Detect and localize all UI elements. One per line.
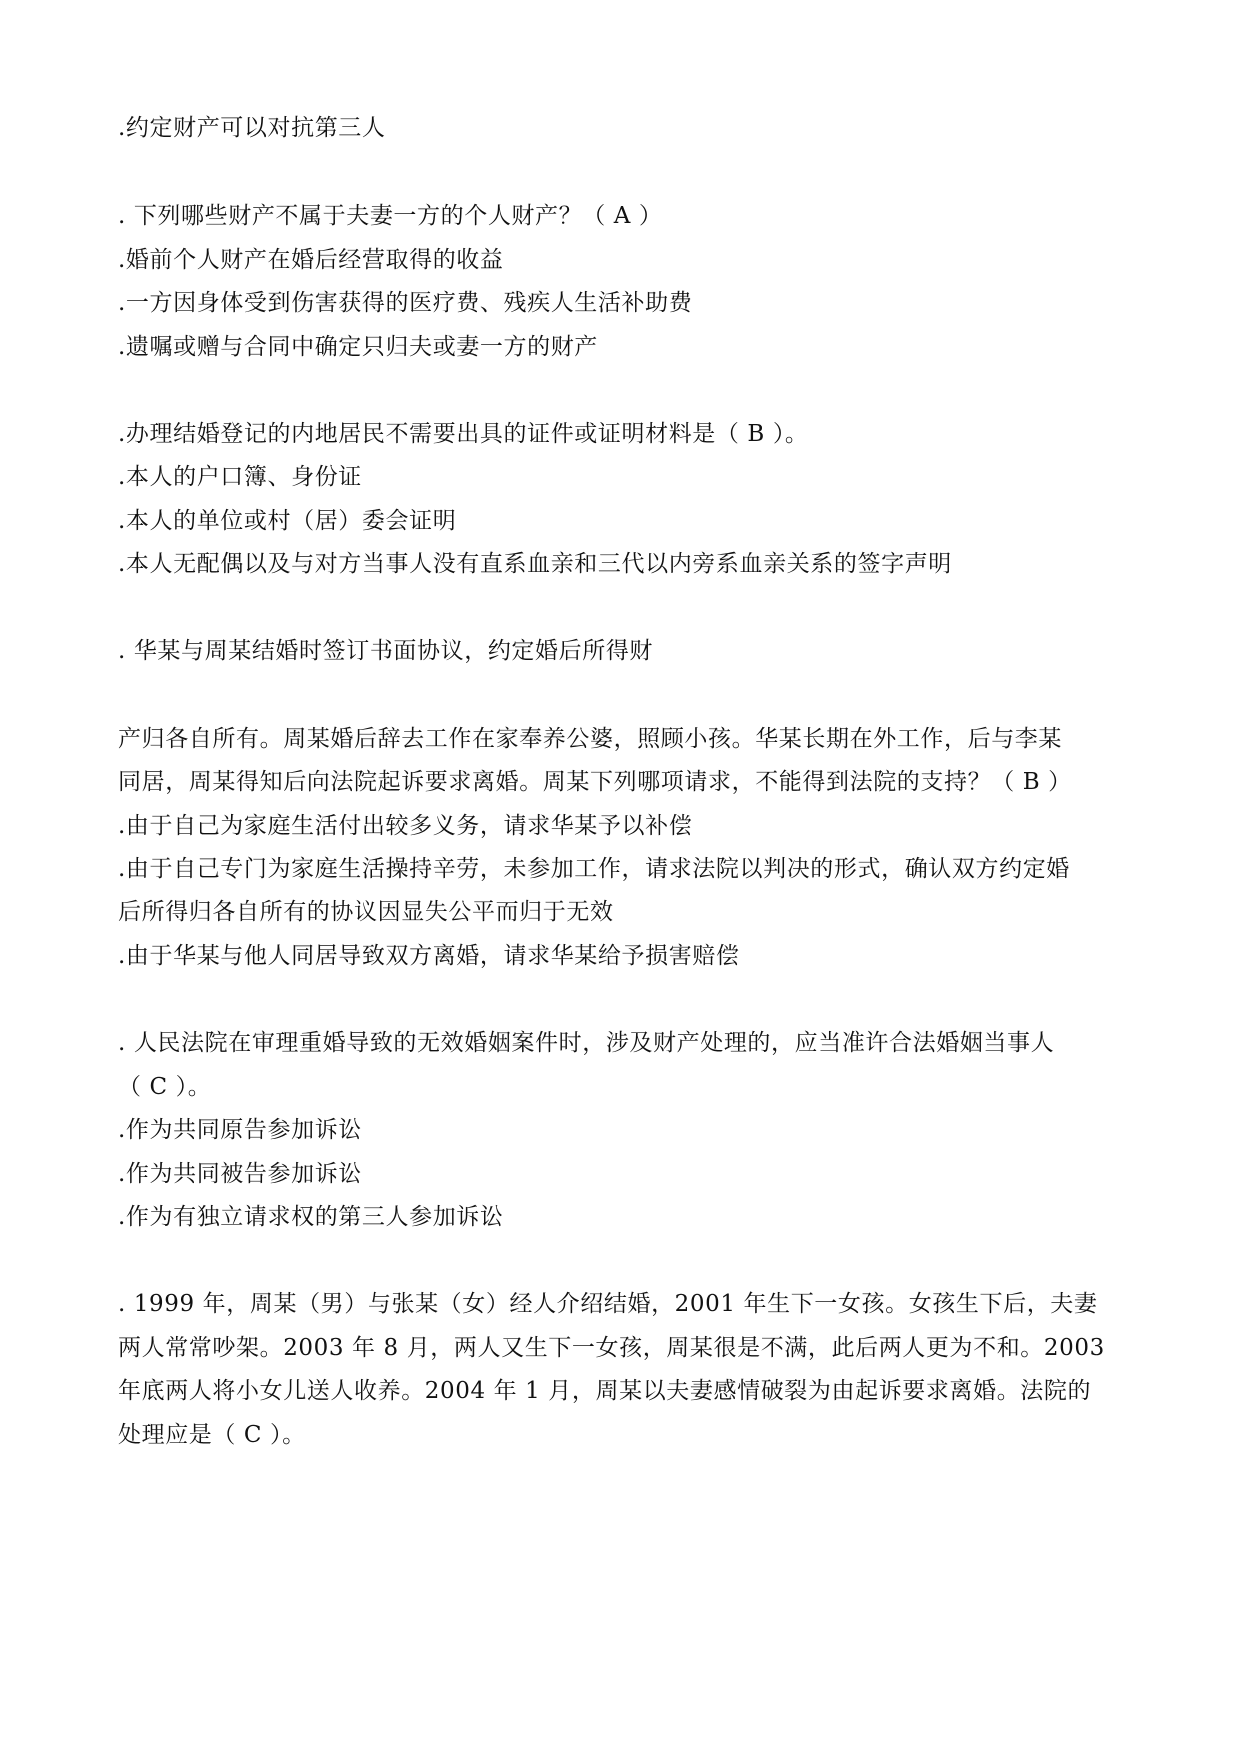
option-line: .作为共同被告参加诉讼	[118, 1161, 362, 1187]
question-line-continued: （ C ）。	[118, 1074, 212, 1100]
question-line: . 下列哪些财产不属于夫妻一方的个人财产？（ A ）	[118, 203, 663, 229]
option-line: .由于自己专门为家庭生活操持辛劳，未参加工作，请求法院以判决的形式，确认双方约定婚	[118, 856, 1070, 882]
text-line: .约定财产可以对抗第三人	[118, 115, 386, 141]
question-line: .办理结婚登记的内地居民不需要出具的证件或证明材料是（ B ）。	[118, 421, 809, 447]
option-line: .一方因身体受到伤害获得的医疗费、残疾人生活补助费	[118, 290, 693, 316]
option-line: .遗嘱或赠与合同中确定只归夫或妻一方的财产	[118, 334, 598, 360]
question-line: . 人民法院在审理重婚导致的无效婚姻案件时，涉及财产处理的，应当准许合法婚姻当事人	[118, 1030, 1055, 1056]
option-line: .由于自己为家庭生活付出较多义务，请求华某予以补偿	[118, 813, 693, 839]
paragraph-line: 同居，周某得知后向法院起诉要求离婚。周某下列哪项请求，不能得到法院的支持？（ B ）	[118, 769, 1072, 795]
paragraph-line: 产归各自所有。周某婚后辞去工作在家奉养公婆，照顾小孩。华某长期在外工作，后与李某	[118, 726, 1062, 752]
option-line: .本人无配偶以及与对方当事人没有直系血亲和三代以内旁系血亲关系的签字声明	[118, 551, 952, 577]
option-line: .本人的单位或村（居）委会证明	[118, 508, 457, 534]
question-line: . 华某与周某结婚时签订书面协议，约定婚后所得财	[118, 638, 654, 664]
option-line: .作为共同原告参加诉讼	[118, 1117, 362, 1143]
option-line: .本人的户口簿、身份证	[118, 464, 362, 490]
question-line: . 1999 年，周某（男）与张某（女）经人介绍结婚，2001 年生下一女孩。女孩生下后，夫妻	[118, 1291, 1098, 1317]
option-line: .由于华某与他人同居导致双方离婚，请求华某给予损害赔偿	[118, 943, 740, 969]
question-line-continued: 处理应是（ C ）。	[118, 1422, 306, 1448]
option-line-continued: 后所得归各自所有的协议因显失公平而归于无效	[118, 899, 614, 925]
option-line: .作为有独立请求权的第三人参加诉讼	[118, 1204, 504, 1230]
question-line-continued: 年底两人将小女儿送人收养。2004 年 1 月，周某以夫妻感情破裂为由起诉要求离婚。法院的	[118, 1378, 1092, 1404]
question-line-continued: 两人常常吵架。2003 年 8 月，两人又生下一女孩，周某很是不满，此后两人更为不和。2003	[118, 1335, 1105, 1361]
option-line: .婚前个人财产在婚后经营取得的收益	[118, 247, 504, 273]
